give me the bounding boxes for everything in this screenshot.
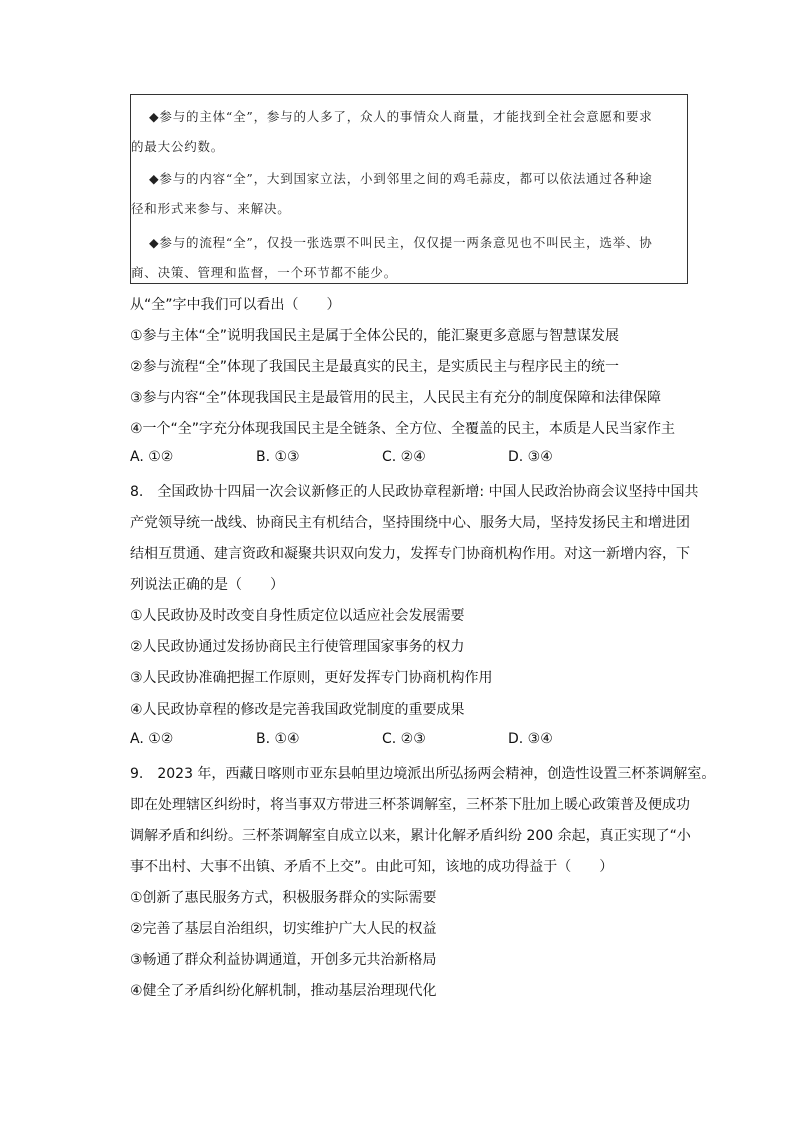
q8-option-d[interactable]: D. ③④: [508, 731, 553, 747]
q9-stem-line-3: 调解矛盾和纠纷。三杯茶调解室自成立以来，累计化解矛盾纠纷 200 余起，真正实现了“小: [130, 828, 691, 844]
q8-option-a[interactable]: A. ①②: [130, 731, 174, 747]
material-paragraph-2-line-1: ◆参与的内容“全”，大到国家立法，小到邻里之间的鸡毛蒜皮，都可以依法通过各种途: [149, 171, 653, 186]
q8-stem-line-1: 8. 全国政协十四届一次会议新修正的人民政协章程新增: 中国人民政治协商会议坚持中国共: [130, 484, 699, 500]
q8-stem-line-2: 产党领导统一战线、协商民主有机结合，坚持围绕中心、服务大局，坚持发扬民主和增进团: [130, 515, 690, 531]
q8-option-b[interactable]: B. ①④: [256, 731, 300, 747]
q7-statement-2: ②参与流程“全”体现了我国民主是最真实的民主，是实质民主与程序民主的统一: [130, 359, 620, 375]
q9-statement-4: ④健全了矛盾纠纷化解机制，推动基层治理现代化: [130, 983, 437, 999]
q7-statement-3: ③参与内容“全”体现我国民主是最管用的民主，人民民主有充分的制度保障和法律保障: [130, 390, 662, 406]
q8-statement-2: ②人民政协通过发扬协商民主行使管理国家事务的权力: [130, 639, 465, 655]
q7-option-d[interactable]: D. ③④: [508, 449, 553, 465]
material-paragraph-1-line-2: 的最大公约数。: [131, 139, 225, 154]
q7-statement-1: ①参与主体“全”说明我国民主是属于全体公民的，能汇聚更多意愿与智慧谋发展: [130, 328, 620, 344]
material-box: [130, 94, 688, 284]
q9-stem-line-2: 即在处理辖区纠纷时，将当事双方带进三杯茶调解室，三杯茶下肚加上暖心政策普及便成功: [130, 797, 690, 813]
q9-statement-2: ②完善了基层自治组织，切实维护广大人民的权益: [130, 921, 437, 937]
q8-statement-1: ①人民政协及时改变自身性质定位以适应社会发展需要: [130, 608, 465, 624]
q7-statement-4: ④一个“全”字充分体现我国民主是全链条、全方位、全覆盖的民主，本质是人民当家作主: [130, 421, 676, 437]
material-paragraph-3-line-1: ◆参与的流程“全”，仅投一张选票不叫民主，仅仅提一两条意见也不叫民主，选举、协: [149, 235, 653, 250]
q8-statement-4: ④人民政协章程的修改是完善我国政党制度的重要成果: [130, 702, 465, 718]
material-paragraph-2-line-2: 径和形式来参与、来解决。: [131, 201, 291, 216]
q7-option-b[interactable]: B. ①③: [256, 449, 300, 465]
q7-option-c[interactable]: C. ②④: [382, 449, 426, 465]
q7-option-a[interactable]: A. ①②: [130, 449, 174, 465]
q8-stem-line-4: 列说法正确的是（ ）: [130, 577, 284, 593]
q8-option-c[interactable]: C. ②③: [382, 731, 426, 747]
q8-stem-line-3: 结相互贯通、建言资政和凝聚共识双向发力，发挥专门协商机构作用。对这一新增内容，下: [130, 546, 690, 562]
q9-stem-line-1: 9. 2023 年，西藏日喀则市亚东县帕里边境派出所弘扬两会精神，创造性设置三杯茶调解室。: [130, 766, 716, 782]
material-paragraph-3-line-2: 商、决策、管理和监督，一个环节都不能少。: [131, 265, 398, 280]
q9-statement-1: ①创新了惠民服务方式，积极服务群众的实际需要: [130, 890, 437, 906]
material-paragraph-1-line-1: ◆参与的主体“全”，参与的人多了，众人的事情众人商量，才能找到全社会意愿和要求: [149, 109, 653, 124]
q9-stem-line-4: 事不出村、大事不出镇、矛盾不上交”。由此可知，该地的成功得益于（ ）: [130, 859, 614, 875]
q8-statement-3: ③人民政协准确把握工作原则，更好发挥专门协商机构作用: [130, 670, 493, 686]
q9-statement-3: ③畅通了群众利益协调通道，开创多元共治新格局: [130, 952, 437, 968]
q7-stem: 从“全”字中我们可以看出（ ）: [130, 297, 341, 313]
